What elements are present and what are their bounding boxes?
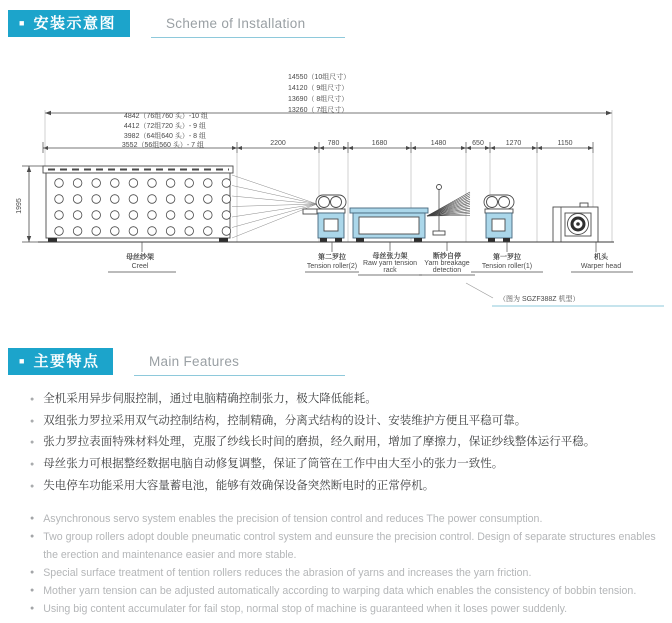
- feature-item-en: [30, 510, 662, 528]
- section-title-zh: 安装示意图: [33, 15, 116, 32]
- svg-text:rack: rack: [383, 267, 397, 274]
- feature-text: 张力罗拉表面特殊材料处理，克服了纱线长时间的磨损，经久耐用，增加了摩擦力，保证纱线整体运行平稳。: [43, 436, 596, 449]
- tension-roller-2-drawing: [303, 195, 346, 242]
- feature-item-zh: [30, 476, 664, 498]
- dim-label: 4842（76组760 头）-10 组: [123, 113, 208, 120]
- dim-label: 1150: [557, 140, 573, 147]
- model-note: [466, 283, 664, 306]
- dim-label: 13690（ 8组尺寸）: [288, 96, 349, 103]
- square-bullet-icon: ■: [19, 356, 25, 366]
- tension-rack-drawing: [350, 208, 428, 242]
- bullet-icon: ●: [30, 587, 35, 594]
- section-underline: [134, 375, 345, 376]
- feature-text: 母丝张力可根据整经数据电脑自动修复调整，保证了筒管在工作中由大至小的张力一致性。: [43, 458, 504, 471]
- bullet-icon: ●: [30, 417, 35, 425]
- svg-text:Creel: Creel: [131, 263, 149, 270]
- section-header-features: [0, 348, 672, 380]
- feature-item-zh: [30, 389, 664, 411]
- feature-text: Asynchronous servo system enables the precision of tension control and reduces The power consumption.: [43, 513, 543, 525]
- dim-label: 780: [327, 140, 340, 147]
- segment-dimension-labels: [270, 140, 572, 147]
- dim-label: 14550（10组尺寸）: [288, 74, 351, 81]
- svg-text:Tension roller(1): Tension roller(1): [481, 263, 533, 270]
- dim-label: 1680: [371, 140, 388, 147]
- dim-label: 1480: [430, 140, 447, 147]
- dim-label: 3552（56组560 头）- 7 组: [121, 142, 204, 149]
- feature-text: Two group rollers adopt double pneumatic control system and eunsure the precision control. Design of separate structures enables the erection and maintenance easier and more stable.: [43, 531, 656, 561]
- label-roller1: [471, 242, 543, 272]
- svg-text:断纱自停: 断纱自停: [433, 253, 461, 260]
- svg-text:Warper head: Warper head: [580, 263, 622, 270]
- section-header-installation: [0, 10, 672, 42]
- label-warper-head: [571, 242, 633, 272]
- svg-text:detection: detection: [432, 267, 462, 274]
- feature-item-en: [30, 528, 662, 564]
- bullet-icon: ●: [30, 482, 35, 490]
- svg-text:Tension roller(2): Tension roller(2): [306, 263, 358, 270]
- label-tension-rack: [358, 242, 422, 275]
- svg-text:母丝纱架: 母丝纱架: [126, 254, 154, 261]
- feature-text: Using big content accumulater for fail stop, normal stop of machine is guaranteed when it loses power suddenly.: [43, 603, 568, 615]
- bullet-icon: ●: [30, 569, 35, 576]
- section-badge: [8, 348, 113, 375]
- feature-item-en: [30, 582, 662, 600]
- feature-item-zh: [30, 454, 664, 476]
- feature-text: 全机采用异步伺服控制，通过电脑精确控制张力，极大降低能耗。: [43, 393, 377, 405]
- bullet-icon: ●: [30, 533, 35, 540]
- tension-roller-1-drawing: [484, 195, 514, 242]
- bullet-icon: ●: [30, 396, 35, 403]
- features-list-en: [30, 510, 662, 618]
- section-underline: [151, 37, 345, 38]
- feature-item-en: [30, 564, 662, 582]
- feature-text: Special surface treatment of tention rollers reduces the abrasion of yarns and increases the yarn friction.: [43, 567, 532, 579]
- svg-text:第二罗拉: 第二罗拉: [318, 254, 346, 261]
- feature-text: Mother yarn tension can be adjusted automatically according to warping data which enables the consistency of bobbin tension.: [43, 585, 637, 597]
- feature-item-en: [30, 600, 662, 618]
- creel-dimension-labels: [122, 111, 208, 149]
- overall-dimension-labels: [288, 72, 350, 114]
- bullet-icon: ●: [30, 439, 35, 447]
- dim-label: 1995: [16, 198, 23, 214]
- dim-label: 14120（ 9组尺寸）: [288, 85, 349, 92]
- yarn-sheet: [232, 175, 317, 238]
- feature-text: 失电停车功能采用大容量蓄电池，能够有效确保设备突然断电时的正常停机。: [43, 479, 435, 492]
- warper-head-drawing: [553, 203, 598, 242]
- dim-label: 650: [472, 140, 484, 147]
- dim-label: 13260（ 7组尺寸）: [288, 107, 349, 114]
- section-title-en: Scheme of Installation: [166, 16, 306, 31]
- svg-text:Raw yarn tension: Raw yarn tension: [362, 260, 418, 267]
- square-bullet-icon: ■: [19, 18, 25, 28]
- svg-text:母丝张力架: 母丝张力架: [372, 253, 408, 260]
- feature-item-zh: [30, 411, 664, 433]
- dim-label: 1270: [505, 140, 522, 147]
- creel-drawing: [43, 166, 233, 242]
- bullet-icon: ●: [30, 515, 35, 522]
- feature-text: 双组张力罗拉采用双气动控制结构，控制精确，分离式结构的设计、安装维护方便且平稳可靠。: [43, 414, 527, 427]
- svg-text:第一罗拉: 第一罗拉: [493, 254, 521, 261]
- breakage-detector-drawing: [427, 185, 470, 236]
- bullet-icon: ●: [30, 461, 35, 469]
- model-note-text: （图为 SGZF388Z 机型）: [499, 296, 580, 303]
- label-roller2: [305, 242, 359, 272]
- section-title-en: Main Features: [149, 354, 240, 369]
- features-list-zh: [30, 389, 664, 498]
- feature-item-zh: [30, 432, 664, 454]
- label-breakage: [419, 242, 475, 275]
- height-dimension: [16, 166, 45, 242]
- installation-diagram: [0, 53, 672, 321]
- section-badge: [8, 10, 130, 37]
- svg-text:机头: 机头: [594, 254, 608, 261]
- svg-text:Yarn breakage: Yarn breakage: [424, 260, 470, 267]
- section-title-zh: 主要特点: [33, 353, 100, 370]
- dim-label: 4412（72组720 头）- 9 组: [123, 123, 206, 130]
- dim-label: 3982（64组640 头）- 8 组: [123, 133, 206, 140]
- label-creel: [108, 242, 176, 272]
- bullet-icon: ●: [30, 605, 35, 612]
- dim-label: 2200: [270, 140, 286, 147]
